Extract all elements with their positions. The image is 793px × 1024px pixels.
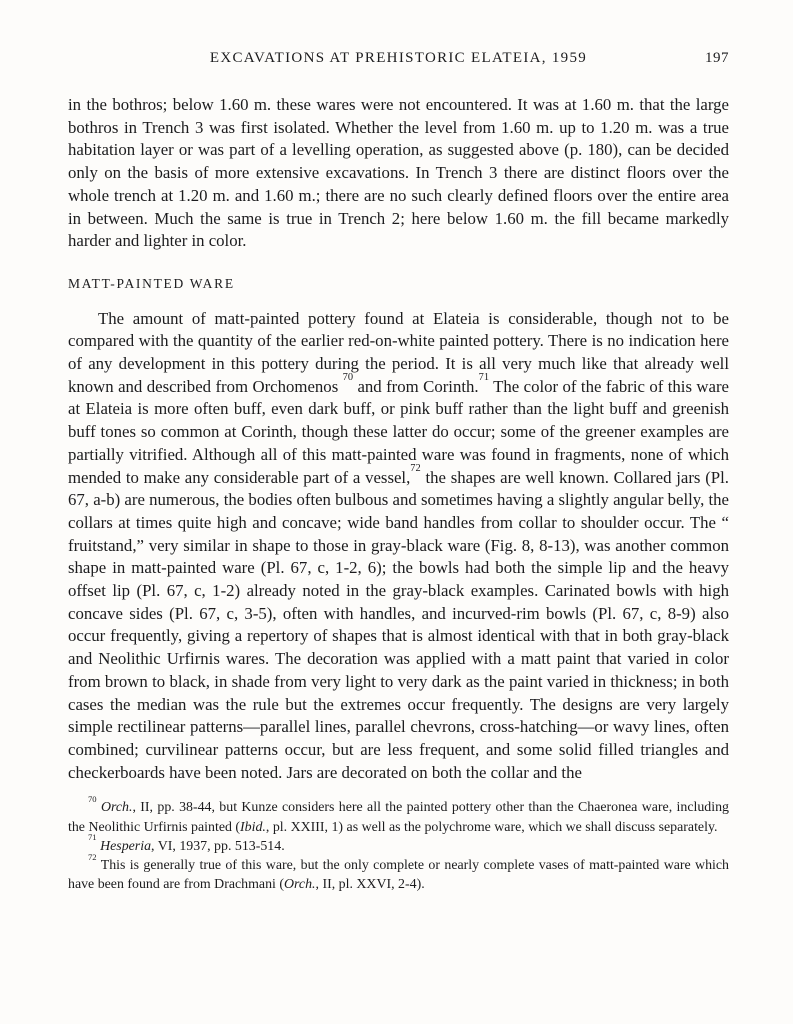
footnote-71: $^{71}$ Hesperia, VI, 1937, pp. 513-514.: [88, 832, 285, 854]
running-head: [68, 50, 729, 70]
footnote-72: $^{72}$ This is generally true of this ware, but the only complete or nearly complete vases of matt-painted ware which have been found are from Drachmani (Orch., II, pl. XXVI, 2-4).: [68, 851, 729, 893]
running-title: EXCAVATIONS AT PREHISTORIC ELATEIA, 1959: [209, 50, 588, 66]
paragraph-continuation: in the bothros; below 1.60 m. these wares were not encountered. It was at 1.60 m. that the large bothros in Trench 3 was first isolated. Whether the level from 1.60 m. up to 1.20 m. was a true habitation layer or was part of a levelling operation, as suggested above (p. 180), can be decided only on the basis of more extensive excavations. In Trench 3 there are distinct floors over the whole trench at 1.20 m. and 1.60 m.; there are no such clearly defined floors over the entire area in between. Much the same is true in Trench 2; here below 1.60 m. the fill became markedly harder and lighter in color.: [68, 95, 729, 251]
page-number: 197: [705, 50, 729, 66]
footnotes-block: [68, 793, 730, 894]
footnote-70: $^{70}$ Orch., II, pp. 38-44, but Kunze considers here all the painted pottery other than the Chaeronea ware, including the Neolithic Urfirnis painted (Ibid., pl. XXIII, 1) as well as the polychrome ware, which we shall discuss separately.: [68, 793, 730, 835]
article-body: [68, 94, 729, 784]
section-heading: MATT-PAINTED WARE: [68, 275, 235, 291]
paragraph-matt-painted-ware: The amount of matt-painted pottery found at Elateia is considerable, though not to be compared with the quantity of the earlier red-on-white painted pottery. There is no indication here of any development in this pottery during the period. It is all very much like that already well known and described from Orchomenos $^{70}$ and from Corinth.$^{71}$ The color of the fabric of this ware at Elateia is more often buff, even dark buff, or pink buff rather than the light buff and greenish buff tones so common at Corinth, though these latter do occur; some of the greener examples are partially vitrified. Although all of this matt-painted ware was found in fragments, none of which mended to make any considerable part of a vessel,$^{72}$ the shapes are well known. Collared jars (Pl. 67, a-b) are numerous, the bodies often bulbous and sometimes having a slightly angular belly, the collars at times quite high and concave; wide band handles from collar to shoulder occur. The “ fruitstand,” very similar in shape to those in gray-black ware (Fig. 8, 8-13), was another common shape in matt-painted ware (Pl. 67, c, 1-2, 6); the bowls had both the simple lip and the heavy offset lip (Pl. 67, c, 1-2) already noted in the gray-black examples. Carinated bowls with high concave sides (Pl. 67, c, 3-5), often with handles, and incurved-rim bowls (Pl. 67, c, 8-9) also occur frequently, giving a repertory of shapes that is almost identical with that in both gray-black and Neolithic Urfirnis wares. The decoration was applied with a matt paint that varied in color from brown to black, in shade from very light to very dark as the paint varied in thickness; in both cases the median was the rule but the extremes occur frequently. The designs are very largely simple rectilinear patterns—parallel lines, parallel chevrons, cross-hatching—or wavy lines, often combined; curvilinear patterns occur, but are less frequent, and some solid filled triangles and checkerboards have been noted. Jars are decorated on both the collar and the: [68, 308, 729, 782]
